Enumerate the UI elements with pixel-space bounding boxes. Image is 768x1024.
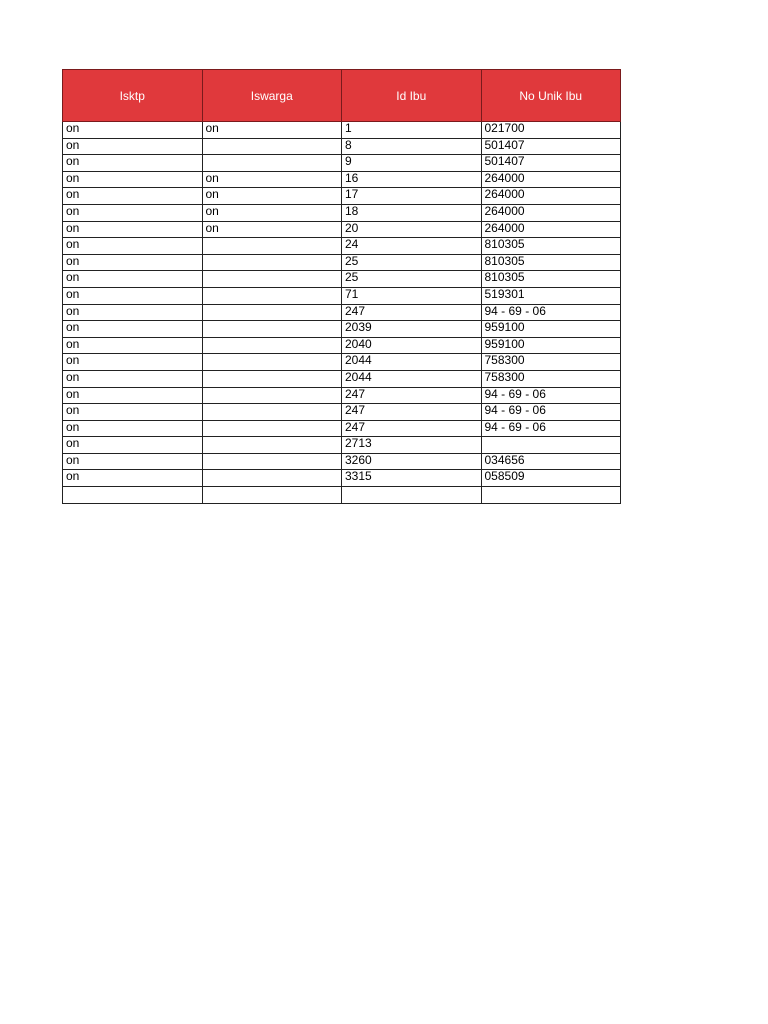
- isktp-cell: on: [63, 188, 203, 205]
- iswarga-cell: [202, 470, 342, 487]
- id-ibu-cell: 25: [342, 254, 482, 271]
- iswarga-cell: [202, 337, 342, 354]
- iswarga-cell: [202, 420, 342, 437]
- table-row: [63, 271, 621, 288]
- id-ibu-cell: [342, 487, 482, 504]
- table-row: [63, 337, 621, 354]
- isktp-cell: on: [63, 204, 203, 221]
- no-unik-ibu-cell: 959100: [481, 321, 621, 338]
- iswarga-cell: [202, 354, 342, 371]
- iswarga-cell: [202, 254, 342, 271]
- id-ibu-cell: 24: [342, 238, 482, 255]
- no-unik-ibu-cell: [481, 487, 621, 504]
- table-row: [63, 437, 621, 454]
- isktp-cell: on: [63, 354, 203, 371]
- no-unik-ibu-cell: [481, 437, 621, 454]
- iswarga-cell: on: [202, 188, 342, 205]
- id-ibu-cell: 2039: [342, 321, 482, 338]
- isktp-cell: on: [63, 271, 203, 288]
- table-row: [63, 370, 621, 387]
- isktp-cell: on: [63, 404, 203, 421]
- header-iswarga: Iswarga: [202, 70, 342, 122]
- table-row: [63, 138, 621, 155]
- table-row: [63, 171, 621, 188]
- iswarga-cell: [202, 287, 342, 304]
- id-ibu-cell: 9: [342, 155, 482, 172]
- table-row: [63, 122, 621, 139]
- table-row: [63, 287, 621, 304]
- table-row: [63, 238, 621, 255]
- table-row: [63, 487, 621, 504]
- iswarga-cell: [202, 155, 342, 172]
- no-unik-ibu-cell: 959100: [481, 337, 621, 354]
- id-ibu-cell: 3260: [342, 453, 482, 470]
- no-unik-ibu-cell: 758300: [481, 354, 621, 371]
- isktp-cell: on: [63, 221, 203, 238]
- iswarga-cell: [202, 304, 342, 321]
- isktp-cell: on: [63, 337, 203, 354]
- isktp-cell: on: [63, 370, 203, 387]
- no-unik-ibu-cell: 94 - 69 - 06: [481, 420, 621, 437]
- table-row: [63, 470, 621, 487]
- id-ibu-cell: 17: [342, 188, 482, 205]
- isktp-cell: [63, 487, 203, 504]
- iswarga-cell: [202, 138, 342, 155]
- iswarga-cell: [202, 387, 342, 404]
- isktp-cell: on: [63, 287, 203, 304]
- iswarga-cell: [202, 238, 342, 255]
- iswarga-cell: on: [202, 221, 342, 238]
- no-unik-ibu-cell: 501407: [481, 138, 621, 155]
- no-unik-ibu-cell: 058509: [481, 470, 621, 487]
- table-row: [63, 354, 621, 371]
- id-ibu-cell: 8: [342, 138, 482, 155]
- id-ibu-cell: 2040: [342, 337, 482, 354]
- no-unik-ibu-cell: 264000: [481, 221, 621, 238]
- id-ibu-cell: 247: [342, 420, 482, 437]
- id-ibu-cell: 247: [342, 387, 482, 404]
- iswarga-cell: [202, 437, 342, 454]
- isktp-cell: on: [63, 171, 203, 188]
- table-row: [63, 453, 621, 470]
- id-ibu-cell: 2044: [342, 354, 482, 371]
- id-ibu-cell: 16: [342, 171, 482, 188]
- table-row: [63, 387, 621, 404]
- no-unik-ibu-cell: 519301: [481, 287, 621, 304]
- table-row: [63, 188, 621, 205]
- table-body: [63, 122, 621, 504]
- id-ibu-cell: 71: [342, 287, 482, 304]
- header-no-unik-ibu: No Unik Ibu: [481, 70, 621, 122]
- spreadsheet-page: [62, 69, 620, 504]
- id-ibu-cell: 247: [342, 304, 482, 321]
- table-row: [63, 254, 621, 271]
- no-unik-ibu-cell: 034656: [481, 453, 621, 470]
- no-unik-ibu-cell: 810305: [481, 254, 621, 271]
- iswarga-cell: [202, 321, 342, 338]
- header-row: [63, 70, 621, 122]
- id-ibu-cell: 2044: [342, 370, 482, 387]
- no-unik-ibu-cell: 501407: [481, 155, 621, 172]
- id-ibu-cell: 20: [342, 221, 482, 238]
- iswarga-cell: on: [202, 122, 342, 139]
- isktp-cell: on: [63, 138, 203, 155]
- no-unik-ibu-cell: 94 - 69 - 06: [481, 404, 621, 421]
- no-unik-ibu-cell: 94 - 69 - 06: [481, 304, 621, 321]
- no-unik-ibu-cell: 810305: [481, 238, 621, 255]
- iswarga-cell: [202, 404, 342, 421]
- isktp-cell: on: [63, 420, 203, 437]
- isktp-cell: on: [63, 155, 203, 172]
- id-ibu-cell: 3315: [342, 470, 482, 487]
- table-row: [63, 321, 621, 338]
- id-ibu-cell: 2713: [342, 437, 482, 454]
- no-unik-ibu-cell: 021700: [481, 122, 621, 139]
- isktp-cell: on: [63, 254, 203, 271]
- isktp-cell: on: [63, 122, 203, 139]
- iswarga-cell: [202, 370, 342, 387]
- isktp-cell: on: [63, 453, 203, 470]
- id-ibu-cell: 18: [342, 204, 482, 221]
- id-ibu-cell: 1: [342, 122, 482, 139]
- iswarga-cell: [202, 271, 342, 288]
- id-ibu-cell: 247: [342, 404, 482, 421]
- table-row: [63, 204, 621, 221]
- isktp-cell: on: [63, 387, 203, 404]
- data-table: [62, 69, 621, 504]
- isktp-cell: on: [63, 238, 203, 255]
- no-unik-ibu-cell: 810305: [481, 271, 621, 288]
- iswarga-cell: [202, 487, 342, 504]
- table-row: [63, 420, 621, 437]
- isktp-cell: on: [63, 437, 203, 454]
- isktp-cell: on: [63, 321, 203, 338]
- table-row: [63, 221, 621, 238]
- no-unik-ibu-cell: 264000: [481, 204, 621, 221]
- iswarga-cell: on: [202, 171, 342, 188]
- header-isktp: Isktp: [63, 70, 203, 122]
- id-ibu-cell: 25: [342, 271, 482, 288]
- table-row: [63, 304, 621, 321]
- iswarga-cell: on: [202, 204, 342, 221]
- no-unik-ibu-cell: 758300: [481, 370, 621, 387]
- iswarga-cell: [202, 453, 342, 470]
- isktp-cell: on: [63, 304, 203, 321]
- table-row: [63, 404, 621, 421]
- no-unik-ibu-cell: 94 - 69 - 06: [481, 387, 621, 404]
- table-row: [63, 155, 621, 172]
- no-unik-ibu-cell: 264000: [481, 171, 621, 188]
- header-id-ibu: Id Ibu: [342, 70, 482, 122]
- no-unik-ibu-cell: 264000: [481, 188, 621, 205]
- isktp-cell: on: [63, 470, 203, 487]
